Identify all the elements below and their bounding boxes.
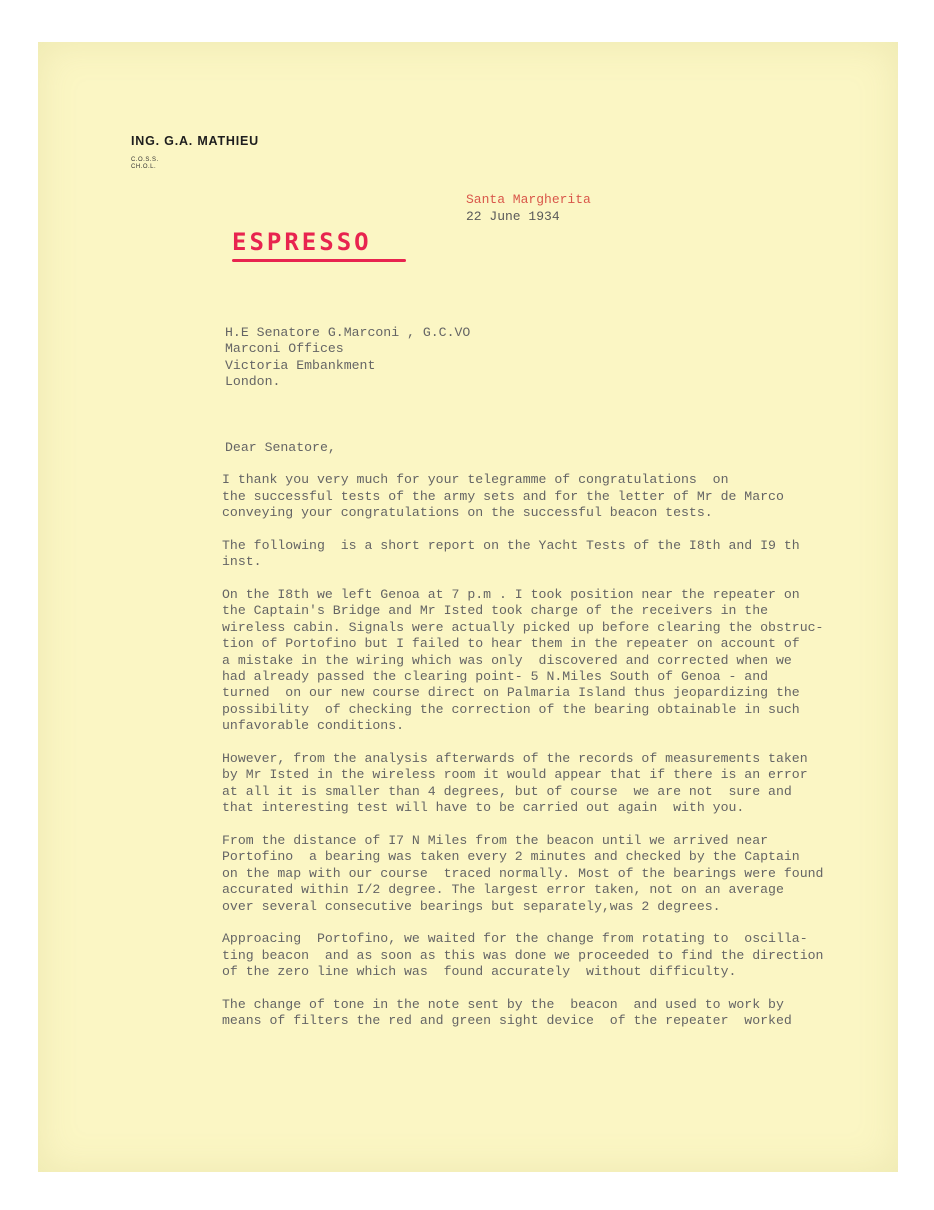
letterhead-credentials	[131, 157, 159, 171]
paragraph-line: over several consecutive bearings but separately,was 2 degrees.	[222, 898, 721, 914]
addressee-line: Victoria Embankment	[225, 357, 376, 373]
paragraph-line: of the zero line which was found accurately without difficulty.	[222, 964, 737, 980]
paragraph	[222, 587, 862, 735]
paragraph	[222, 997, 862, 1030]
paragraph	[222, 833, 862, 915]
paragraph-line: ting beacon and as soon as this was done we proceeded to find the direction	[222, 947, 824, 963]
paragraph-line: on the map with our course traced normally. Most of the bearings were found	[222, 865, 824, 881]
salutation	[225, 440, 862, 456]
paragraph-line: possibility of checking the correction of the bearing obtainable in such	[222, 701, 800, 717]
espresso-stamp: ESPRESSO	[232, 228, 372, 256]
paragraph-line: unfavorable conditions.	[222, 718, 405, 734]
paragraph	[222, 751, 862, 817]
paragraph-line: accurated within I/2 degree. The largest error taken, not on an average	[222, 882, 784, 898]
letterhead-name: ING. G.A. MATHIEU	[131, 134, 259, 148]
paragraph-line: had already passed the clearing point- 5 N.Miles South of Genoa - and	[222, 669, 769, 685]
paragraph	[222, 931, 862, 980]
paragraph-line: Portofino a bearing was taken every 2 minutes and checked by the Captain	[222, 849, 800, 865]
paragraph-line: by Mr Isted in the wireless room it would appear that if there is an error	[222, 767, 808, 783]
paragraph-line: turned on our new course direct on Palmaria Island thus jeopardizing the	[222, 685, 800, 701]
paragraph-line: conveying your congratulations on the successful beacon tests.	[222, 505, 713, 521]
paragraph-line: that interesting test will have to be carried out again with you.	[222, 800, 745, 816]
paragraph-line: the Captain's Bridge and Mr Isted took charge of the receivers in the	[222, 603, 769, 619]
credential-line: CH.O.L.	[131, 164, 157, 170]
paragraphs	[222, 472, 862, 1029]
paragraph	[222, 472, 862, 521]
addressee-line: H.E Senatore G.Marconi , G.C.VO	[225, 325, 471, 340]
paragraph-line: a mistake in the wiring which was only discovered and corrected when we	[222, 652, 792, 668]
paragraph-line: the successful tests of the army sets and for the letter of Mr de Marco	[222, 488, 784, 504]
stamp-underline	[232, 259, 406, 262]
letter-date: 22 June 1934	[466, 209, 560, 224]
paragraph-line: at all it is smaller than 4 degrees, but of course we are not sure and	[222, 783, 792, 799]
salutation-line: Dear Senatore,	[225, 439, 336, 455]
paragraph-line: The following is a short report on the Yacht Tests of the I8th and I9 th	[222, 537, 800, 553]
paragraph-line: Approacing Portofino, we waited for the change from rotating to oscilla-	[222, 931, 808, 947]
paragraph-line: However, from the analysis afterwards of the records of measurements taken	[222, 750, 808, 766]
paragraph-line: inst.	[222, 554, 262, 570]
paragraph-line: On the I8th we left Genoa at 7 p.m . I took position near the repeater on	[222, 587, 800, 603]
letter-body	[222, 325, 862, 1030]
paragraph	[222, 538, 862, 571]
letter-place: Santa Margherita	[466, 192, 591, 207]
paragraph-line: tion of Portofino but I failed to hear them in the repeater on account of	[222, 636, 800, 652]
paragraph-line: wireless cabin. Signals were actually picked up before clearing the obstruc-	[222, 619, 824, 635]
credential-line: C.O.S.S.	[131, 157, 159, 163]
paragraph-line: I thank you very much for your telegramme of congratulations on	[222, 472, 729, 488]
addressee-line: Marconi Offices	[225, 341, 344, 357]
paragraph-line: means of filters the red and green sight device of the repeater worked	[222, 1013, 792, 1029]
paragraph-line: The change of tone in the note sent by the beacon and used to work by	[222, 996, 784, 1012]
addressee-block	[225, 325, 862, 391]
paragraph-line: From the distance of I7 N Miles from the beacon until we arrived near	[222, 832, 769, 848]
addressee-line: London.	[225, 374, 281, 390]
